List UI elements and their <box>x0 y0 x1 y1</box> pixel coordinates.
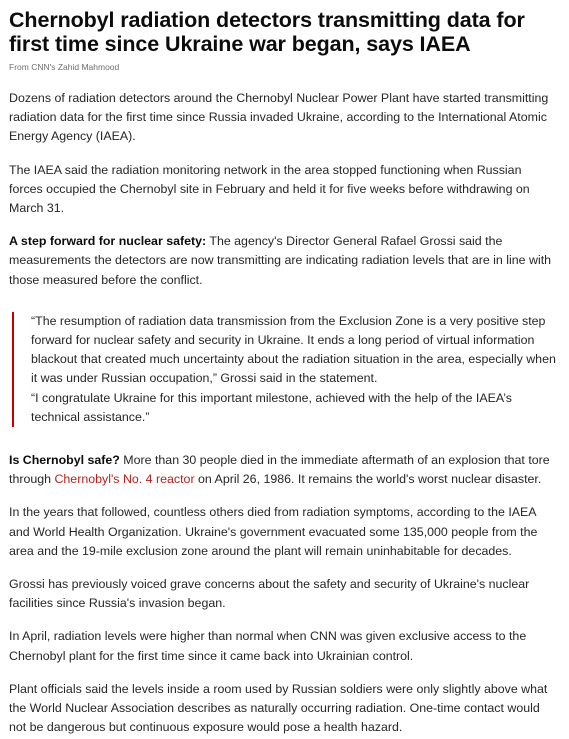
paragraph-7: In April, radiation levels were higher than normal when CNN was given exclusive access to the Chernobyl plant for the first time since it came back into Ukrainian control. <box>9 629 527 663</box>
paragraph-4-body-after: on April 26, 1986. It remains the world's worst nuclear disaster. <box>194 472 542 487</box>
byline: From CNN's Zahid Mahmood <box>9 62 120 72</box>
paragraph-6: Grossi has previously voiced grave concerns about the safety and security of Ukraine's nuclear facilities since Russia's invasion began. <box>9 577 530 611</box>
paragraph-4-body-before: More than 30 people died in the immediate aftermath of an explosion that tore through <box>9 453 550 487</box>
paragraph-4-lead: Is Chernobyl safe? <box>9 453 120 468</box>
paragraph-8: Plant officials said the levels inside a room used by Russian soldiers were only slightly above what the World Nuclear Association describes as naturally occurring radiation. One-time contact would not be dangerous but continuous exposure would pose a health hazard. <box>9 681 548 735</box>
paragraph-4 <box>9 451 557 489</box>
pull-quote <box>12 312 557 427</box>
paragraph-3-lead: A step forward for nuclear safety: <box>9 234 207 249</box>
reactor-link[interactable]: Chernobyl's No. 4 reactor <box>54 472 195 487</box>
paragraph-1: Dozens of radiation detectors around the Chernobyl Nuclear Power Plant have started transmitting radiation data for the first time since Russia invaded Ukraine, according to the International Atomic Energy Agency (IAEA). <box>9 91 549 144</box>
article-headline: Chernobyl radiation detectors transmitting data for first time since Ukraine war began, says IAEA <box>9 8 525 56</box>
paragraph-2: The IAEA said the radiation monitoring network in the area stopped functioning when Russian forces occupied the Chernobyl site in February and held it for five weeks before withdrawing on March 31. <box>9 162 530 216</box>
quote-line-2: “I congratulate Ukraine for this important milestone, achieved with the help of the IAEA’s technical assistance.” <box>31 390 512 424</box>
paragraph-3 <box>9 232 557 290</box>
paragraph-5: In the years that followed, countless others died from radiation symptoms, according to the IAEA and World Health Organization. Ukraine's government evacuated some 135,000 people from the area and the 19-mile exclusion zone around the plant will remain uninhabitable for decades. <box>9 505 538 558</box>
quote-line-1: “The resumption of radiation data transmission from the Exclusion Zone is a very positive step forward for nuclear safety and security in Ukraine. It ends a long period of virtual information blackout that created much uncertainty about the radiation situation in the area, especially when it was under Russian occupation,” Grossi said in the statement. <box>31 313 556 386</box>
paragraph-3-body: The agency's Director General Rafael Grossi said the measurements the detectors are now transmitting are indicating radiation levels that are in line with those measured before the conflict. <box>9 234 552 287</box>
